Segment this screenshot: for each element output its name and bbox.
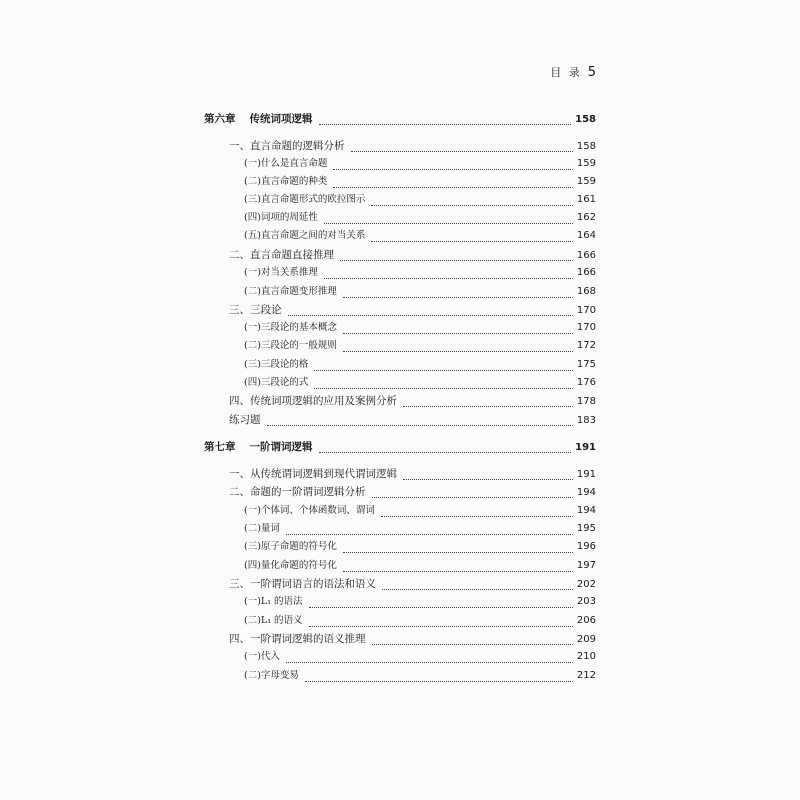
entry-page-number: 210 [576, 651, 596, 662]
entry-title: 三、一阶谓词语言的语法和语义 [229, 578, 376, 590]
entry-title [204, 111, 313, 127]
toc-subsection-entry [244, 521, 596, 537]
toc-chapter-entry [204, 111, 596, 127]
toc-subsection-entry [244, 613, 596, 629]
entry-title: (二)字母变易 [244, 670, 299, 681]
entry-title: (三)三段论的格 [244, 359, 309, 370]
dot-leader [267, 415, 573, 426]
dot-leader [372, 487, 573, 498]
dot-leader [371, 231, 572, 242]
dot-leader [403, 396, 573, 407]
entry-page-number: 206 [576, 615, 596, 626]
toc-subsection-entry [244, 192, 596, 208]
page-number: 5 [587, 65, 596, 80]
entry-title: (一)个体词、个体函数词、谓词 [244, 505, 375, 516]
dot-leader [371, 195, 572, 206]
dot-leader [288, 305, 573, 316]
toc-subsection-entry [244, 503, 596, 519]
dot-leader [286, 652, 573, 663]
dot-leader [305, 671, 573, 682]
entry-title: (二)直言命题变形推理 [244, 286, 337, 297]
entry-page-number: 159 [576, 176, 596, 187]
chapter-name: 一阶谓词逻辑 [249, 441, 313, 453]
entry-title: (四)三段论的式 [244, 377, 309, 388]
entry-page-number: 172 [576, 340, 596, 351]
entry-title: 二、直言命题直接推理 [229, 249, 334, 261]
dot-leader [343, 323, 573, 334]
entry-title: (五)直言命题之间的对当关系 [244, 230, 366, 241]
entry-page-number: 183 [576, 415, 596, 426]
dot-leader [343, 542, 573, 553]
entry-title: (一)三段论的基本概念 [244, 322, 337, 333]
dot-leader [333, 159, 572, 170]
entry-page-number: 170 [576, 305, 596, 316]
entry-page-number: 178 [576, 396, 596, 407]
toc-subsection-entry [244, 284, 596, 300]
dot-leader [343, 561, 573, 572]
entry-title: (三)原子命题的符号化 [244, 541, 337, 552]
dot-leader [351, 141, 573, 152]
toc-section-entry [229, 484, 596, 500]
toc-subsection-entry [244, 357, 596, 373]
entry-page-number: 158 [575, 114, 596, 125]
entry-page-number: 212 [576, 670, 596, 681]
dot-leader [333, 177, 572, 188]
toc-subsection-entry [244, 265, 596, 281]
entry-title: (一)L₁ 的语法 [244, 596, 303, 607]
dot-leader [343, 287, 573, 298]
entry-page-number: 170 [576, 322, 596, 333]
entry-page-number: 175 [576, 359, 596, 370]
entry-page-number: 162 [576, 212, 596, 223]
toc-chapter-entry [204, 439, 596, 455]
entry-page-number: 164 [576, 230, 596, 241]
entry-page-number: 166 [576, 267, 596, 278]
entry-title [204, 439, 313, 455]
entry-title: (二)L₁ 的语义 [244, 615, 303, 626]
toc-subsection-entry [244, 375, 596, 391]
toc-section-entry [229, 247, 596, 263]
dot-leader [319, 114, 572, 125]
entry-title: (一)对当关系推理 [244, 267, 318, 278]
dot-leader [314, 378, 572, 389]
entry-page-number: 202 [576, 579, 596, 590]
dot-leader [309, 616, 573, 627]
dot-leader [314, 360, 572, 371]
entry-page-number: 191 [576, 469, 596, 480]
toc-subsection-entry [244, 174, 596, 190]
toc-section-entry [229, 302, 596, 318]
entry-title: 练习题 [229, 414, 261, 426]
toc-section-entry [229, 412, 596, 428]
entry-page-number: 176 [576, 377, 596, 388]
entry-title: (二)三段论的一般规则 [244, 340, 337, 351]
entry-title: 一、从传统谓词逻辑到现代谓词逻辑 [229, 468, 397, 480]
dot-leader [403, 469, 573, 480]
entry-title: (一)代入 [244, 651, 280, 662]
dot-leader [324, 213, 573, 224]
entry-page-number: 161 [576, 194, 596, 205]
dot-leader [340, 250, 573, 261]
dot-leader [381, 506, 573, 517]
entry-page-number: 197 [576, 560, 596, 571]
dot-leader [319, 442, 572, 453]
entry-page-number: 166 [576, 250, 596, 261]
toc-section-entry [229, 138, 596, 154]
entry-title: 一、直言命题的逻辑分析 [229, 140, 345, 152]
entry-page-number: 158 [576, 141, 596, 152]
chapter-label: 第七章 [204, 441, 236, 453]
dot-leader [382, 579, 573, 590]
dot-leader [343, 341, 573, 352]
entry-title: (四)词项的周延性 [244, 212, 318, 223]
entry-page-number: 194 [576, 487, 596, 498]
chapter-label: 第六章 [204, 113, 236, 125]
entry-page-number: 168 [576, 286, 596, 297]
running-header [550, 64, 596, 80]
toc-subsection-entry [244, 649, 596, 665]
toc-subsection-entry [244, 210, 596, 226]
entry-title: (二)直言命题的种类 [244, 176, 328, 187]
toc-subsection-entry [244, 558, 596, 574]
toc-subsection-entry [244, 594, 596, 610]
entry-title: (四)量化命题的符号化 [244, 560, 337, 571]
entry-title: 二、命题的一阶谓词逻辑分析 [229, 486, 366, 498]
dot-leader [324, 268, 573, 279]
toc-section-entry [229, 631, 596, 647]
entry-title: 四、传统词项逻辑的应用及案例分析 [229, 395, 397, 407]
toc-subsection-entry [244, 338, 596, 354]
entry-page-number: 195 [576, 523, 596, 534]
entry-title: 四、一阶谓词逻辑的语义推理 [229, 633, 366, 645]
entry-page-number: 203 [576, 596, 596, 607]
header-title: 目 录 [550, 66, 582, 79]
toc-section-entry [229, 576, 596, 592]
toc-subsection-entry [244, 228, 596, 244]
toc-subsection-entry [244, 156, 596, 172]
entry-page-number: 196 [576, 541, 596, 552]
entry-title: 三、三段论 [229, 304, 282, 316]
entry-title: (一)什么是直言命题 [244, 158, 328, 169]
toc-section-entry [229, 393, 596, 409]
entry-title: (三)直言命题形式的欧拉图示 [244, 194, 366, 205]
toc-subsection-entry [244, 320, 596, 336]
dot-leader [286, 524, 573, 535]
chapter-name: 传统词项逻辑 [249, 113, 313, 125]
toc-subsection-entry [244, 539, 596, 555]
entry-page-number: 194 [576, 505, 596, 516]
entry-page-number: 209 [576, 634, 596, 645]
toc-section-entry [229, 466, 596, 482]
dot-leader [309, 597, 573, 608]
entry-title: (二)量词 [244, 523, 280, 534]
entry-page-number: 159 [576, 158, 596, 169]
dot-leader [372, 634, 573, 645]
entry-page-number: 191 [575, 442, 596, 453]
toc-subsection-entry [244, 668, 596, 684]
